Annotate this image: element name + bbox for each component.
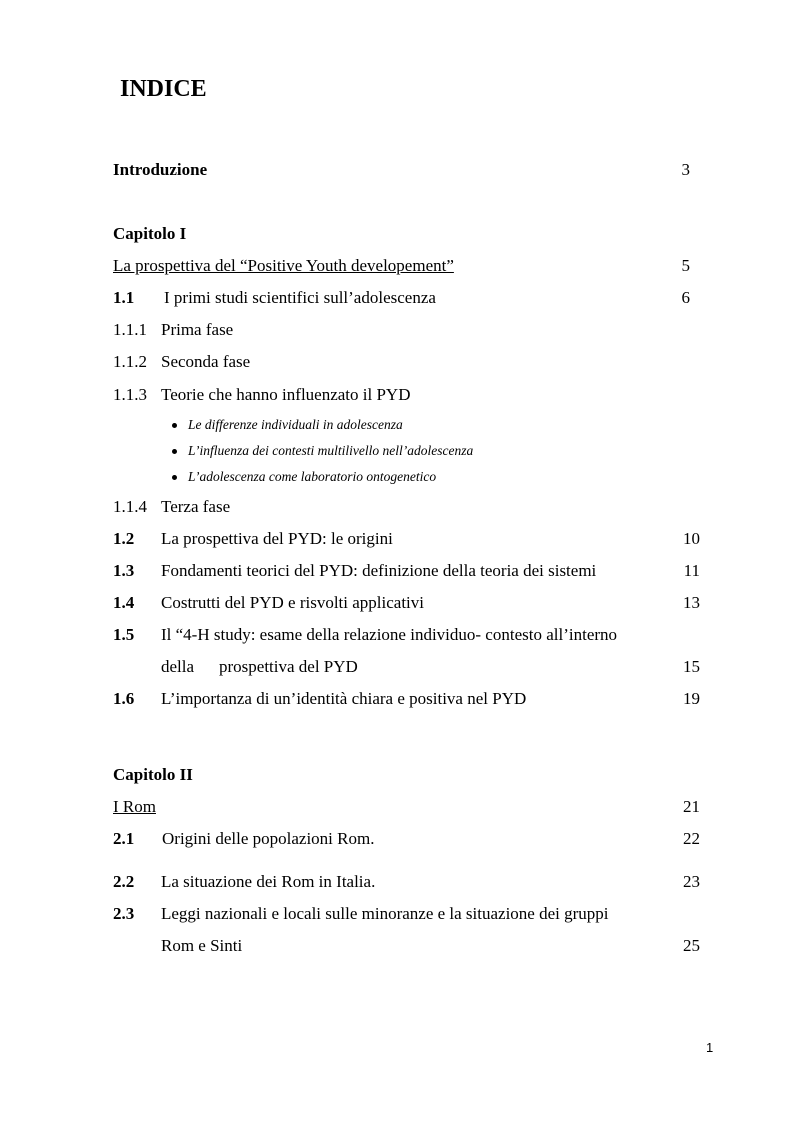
toc-1-6-title: L’importanza di un’identità chiara e positiva nel PYD (161, 689, 527, 708)
toc-intro-label: Introduzione (113, 160, 208, 179)
toc-1-6-page: 19 (683, 689, 700, 708)
toc-1-1-1-number: 1.1.1 (113, 320, 147, 339)
toc-1-5-title-line2a: della (161, 657, 195, 676)
toc-1-4-title: Costrutti del PYD e risvolti applicativi (161, 593, 425, 612)
toc-2-2-number: 2.2 (113, 872, 135, 891)
page-number: 1 (706, 1040, 714, 1055)
bullet-dot (172, 423, 177, 428)
toc-1-4-page: 13 (683, 593, 700, 612)
chapter-1-heading: Capitolo I (113, 224, 187, 243)
chapter-2-subtitle: I Rom (113, 797, 156, 816)
toc-2-1-title: Origini delle popolazioni Rom. (162, 829, 375, 848)
toc-2-3-page: 25 (683, 936, 700, 955)
chapter-2-heading: Capitolo II (113, 765, 193, 784)
toc-1-5-title-line1: Il “4-H study: esame della relazione individuo- contesto all’interno (161, 625, 618, 644)
toc-bullet-item: Le differenze individuali in adolescenza (188, 417, 403, 432)
toc-1-4-number: 1.4 (113, 593, 135, 612)
toc-1-1-number: 1.1 (113, 288, 135, 307)
toc-1-5-title-line2b: prospettiva del PYD (219, 657, 358, 676)
toc-2-3-number: 2.3 (113, 904, 135, 923)
toc-1-1-title: I primi studi scientifici sull’adolescenza (164, 288, 436, 307)
toc-1-3-title: Fondamenti teorici del PYD: definizione della teoria dei sistemi (161, 561, 597, 580)
toc-1-1-4-title: Terza fase (161, 497, 231, 516)
toc-bullet-item: L’influenza dei contesti multilivello nell’adolescenza (188, 443, 474, 458)
toc-2-3-title-line2: Rom e Sinti (161, 936, 243, 955)
toc-1-6-number: 1.6 (113, 689, 135, 708)
bullet-dot (172, 449, 177, 454)
toc-2-1-page: 22 (683, 829, 700, 848)
bullet-dot (172, 475, 177, 480)
toc-1-2-title: La prospettiva del PYD: le origini (161, 529, 393, 548)
toc-1-1-2-number: 1.1.2 (113, 352, 147, 371)
toc-1-5-page: 15 (683, 657, 700, 676)
chapter-2-subtitle-page: 21 (683, 797, 700, 816)
chapter-1-subtitle-page: 5 (681, 256, 690, 275)
toc-1-5-number: 1.5 (113, 625, 135, 644)
toc-1-1-page: 6 (681, 288, 690, 307)
toc-1-1-1-title: Prima fase (161, 320, 234, 339)
toc-2-1-number: 2.1 (113, 829, 135, 848)
toc-2-2-page: 23 (683, 872, 700, 891)
toc-1-1-3-number: 1.1.3 (113, 385, 147, 404)
toc-intro-page: 3 (681, 160, 690, 179)
toc-1-1-2-title: Seconda fase (161, 352, 251, 371)
page-title: INDICE (120, 76, 207, 102)
toc-2-3-title-line1: Leggi nazionali e locali sulle minoranze e la situazione dei gruppi (161, 904, 609, 923)
toc-2-2-title: La situazione dei Rom in Italia. (161, 872, 376, 891)
toc-1-2-page: 10 (683, 529, 700, 548)
toc-bullet-item: L’adolescenza come laboratorio ontogenetico (188, 469, 437, 484)
toc-1-3-page: 11 (683, 561, 700, 580)
toc-1-1-3-title: Teorie che hanno influenzato il PYD (161, 385, 411, 404)
chapter-1-subtitle: La prospettiva del “Positive Youth developement” (113, 256, 454, 275)
toc-1-3-number: 1.3 (113, 561, 135, 580)
toc-1-2-number: 1.2 (113, 529, 135, 548)
toc-1-1-4-number: 1.1.4 (113, 497, 147, 516)
